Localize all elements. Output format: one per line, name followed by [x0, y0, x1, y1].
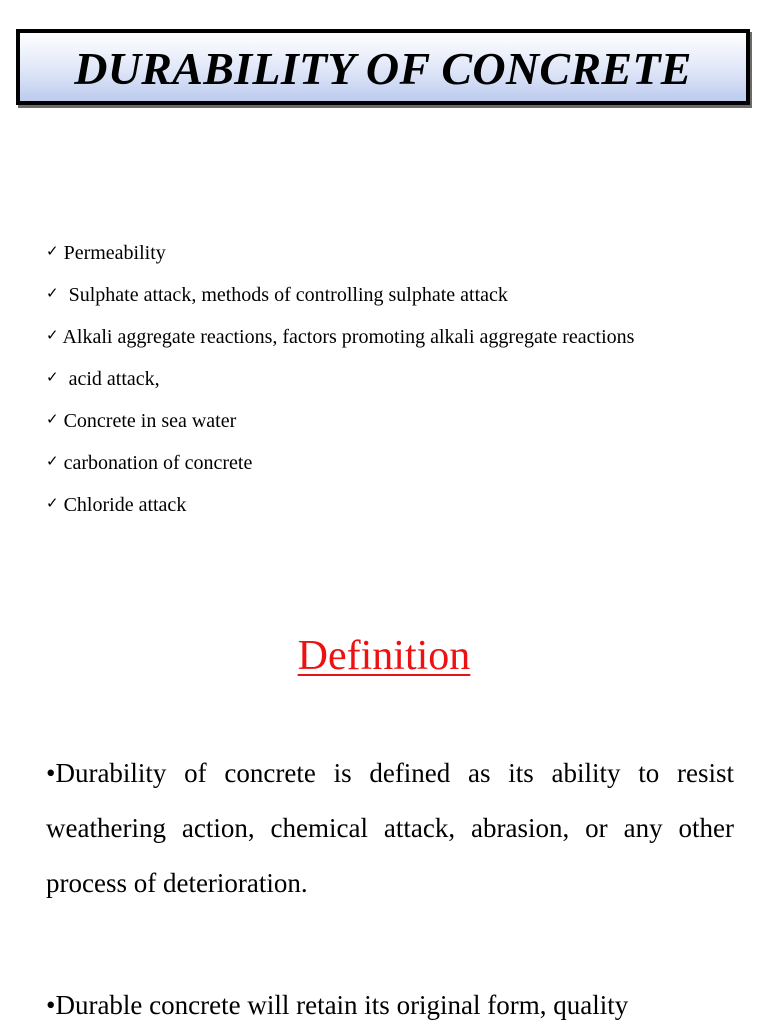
definition-heading: Definition [297, 633, 471, 679]
bullet-icon: • [46, 990, 56, 1020]
list-item: ✓ carbonation of concrete [46, 448, 634, 490]
check-mark-icon: ✓ [46, 242, 59, 260]
definition-paragraph: •Durability of concrete is defined as its ability to resist weathering action, chemical attack, abrasion, or any other process of deterioration. [46, 758, 734, 898]
bullet-icon: • [46, 758, 56, 788]
page-title: DURABILITY OF CONCRETE [74, 43, 692, 94]
list-item: ✓ Sulphate attack, methods of controlling sulphate attack [46, 280, 634, 322]
check-mark-icon: ✓ [46, 284, 59, 302]
check-mark-icon: ✓ [46, 494, 59, 512]
check-mark-icon: ✓ [46, 368, 59, 386]
check-mark-icon: ✓ [46, 410, 59, 428]
check-mark-icon: ✓ [46, 326, 59, 344]
list-item: ✓ Permeability [46, 238, 634, 280]
definition-paragraph: •Durable concrete will retain its original form, quality [46, 990, 629, 1020]
list-item: ✓ Concrete in sea water [46, 406, 634, 448]
topic-checklist [46, 238, 634, 532]
title-banner [16, 29, 750, 105]
list-item: ✓ Chloride attack [46, 490, 634, 532]
list-item: ✓ acid attack, [46, 364, 634, 406]
list-item: ✓ Alkali aggregate reactions, factors promoting alkali aggregate reactions [46, 322, 634, 364]
check-mark-icon: ✓ [46, 452, 59, 470]
